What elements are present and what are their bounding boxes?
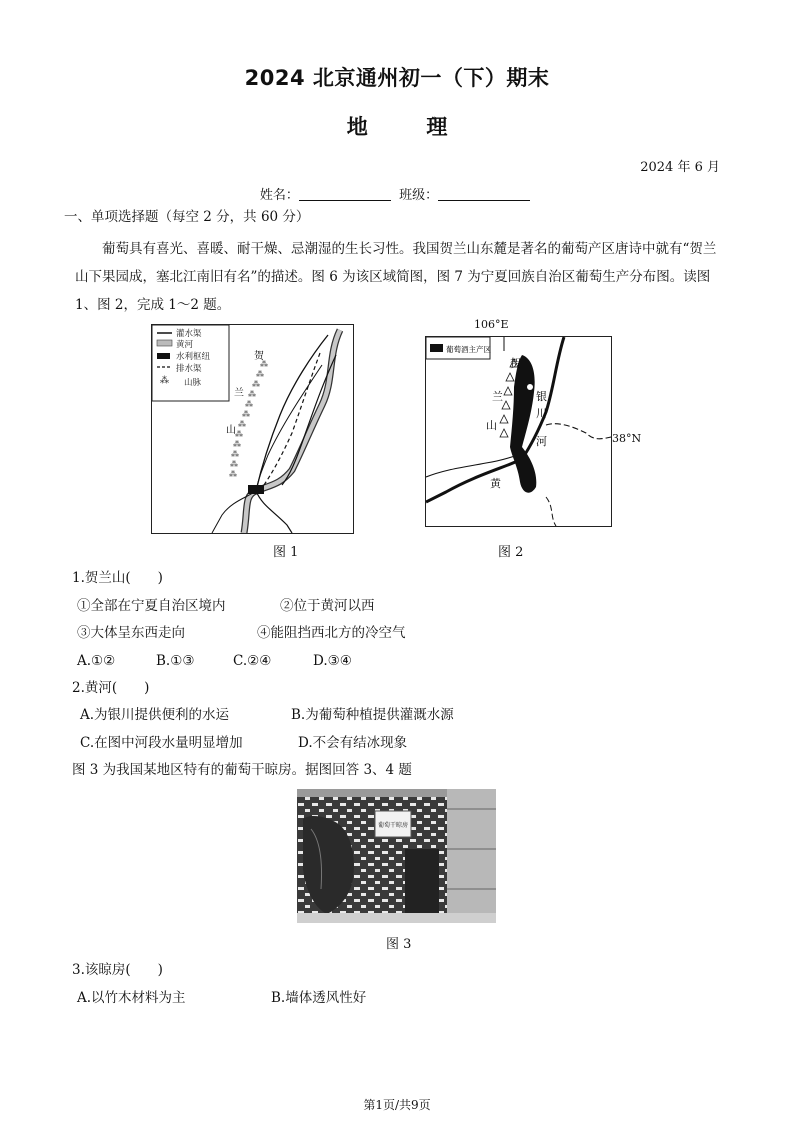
subject-char-2: 理 <box>426 115 448 139</box>
intro-paragraph: 葡萄具有喜光、喜暖、耐干燥、忌潮湿的生长习性。我国贺兰山东麓是著名的葡萄产区唐诗中就有“贺兰山下果园成，塞北江南旧有名”的描述。图 6 为该区域简图，图 7 为宁夏回族自治区葡萄生产分布图。读图 1、图 2，完成 1～2 题。 <box>75 241 717 313</box>
figure3-photo <box>297 789 496 923</box>
svg-text:⁂: ⁂ <box>260 360 268 369</box>
q2-option-b[interactable]: B.为葡萄种植提供灌溉水源 <box>291 707 454 723</box>
q1-item-3: ③大体呈东西走向 <box>77 625 185 641</box>
legend-mountain: 山脉 <box>184 378 202 388</box>
latitude-label: 38°N <box>612 432 642 445</box>
q2-stem: 2.黄河( ) <box>72 680 150 696</box>
document-title: 2024 北京通州初一（下）期末 <box>244 66 550 90</box>
province-boundary-south <box>546 497 556 526</box>
svg-text:⁂: ⁂ <box>238 420 246 429</box>
svg-text:⁂: ⁂ <box>233 440 241 449</box>
svg-text:⁂: ⁂ <box>252 380 260 389</box>
wine-region-legend-icon <box>430 344 443 352</box>
svg-text:⁂: ⁂ <box>235 430 243 439</box>
q1-option-b[interactable]: B.①③ <box>156 653 195 669</box>
mountain-legend-icon: ⁂ <box>160 376 169 386</box>
exam-date: 2024 年 6 月 <box>640 160 720 175</box>
fig2-label-yin: 银 <box>536 390 547 403</box>
mountain-symbols <box>229 360 268 479</box>
fig1-label-he: 贺 <box>254 351 264 362</box>
q2-option-d[interactable]: D.不会有结冰现象 <box>298 735 408 751</box>
canal-east <box>282 355 336 485</box>
svg-text:⁂: ⁂ <box>231 450 239 459</box>
longitude-label: 106°E <box>474 318 509 331</box>
figure1-caption: 图 1 <box>273 545 299 560</box>
fig2-label-river: 河 <box>536 435 547 448</box>
subject-char-1: 地 <box>346 115 368 139</box>
section-heading: 一、单项选择题（每空 2 分，共 60 分） <box>64 209 310 225</box>
river-legend-icon <box>157 340 172 346</box>
legend-canal: 灌水渠 <box>176 329 202 339</box>
figure3-caption: 图 3 <box>386 937 412 952</box>
fig2-label-lan: 兰 <box>492 390 503 403</box>
fig3-intro: 图 3 为我国某地区特有的葡萄干晾房。据图回答 3、4 题 <box>72 762 412 778</box>
q1-item-4: ④能阻挡西北方的冷空气 <box>257 625 406 641</box>
q1-item-1: ①全部在宁夏自治区境内 <box>77 598 226 614</box>
q2-option-a[interactable]: A.为银川提供便利的水运 <box>80 707 230 723</box>
yinchuan-city-dot <box>527 384 533 390</box>
class-blank[interactable] <box>438 188 530 201</box>
svg-text:⁂: ⁂ <box>242 410 250 419</box>
fig2-label-chuan: 川 <box>536 407 547 420</box>
q1-option-c[interactable]: C.②④ <box>233 653 272 669</box>
wine-region-area <box>510 355 536 493</box>
legend-drain: 排水渠 <box>176 364 202 374</box>
q3-stem: 3.该晾房( ) <box>72 962 163 978</box>
hydro-hub <box>248 485 264 494</box>
svg-text:⁂: ⁂ <box>245 400 253 409</box>
fig2-label-he: 贺 <box>510 357 521 370</box>
legend-river: 黄河 <box>176 340 194 350</box>
ground <box>297 913 496 923</box>
svg-text:⁂: ⁂ <box>256 370 264 379</box>
q1-stem: 1.贺兰山( ) <box>72 570 163 586</box>
svg-text:⁂: ⁂ <box>248 390 256 399</box>
q3-option-a[interactable]: A.以竹木材料为主 <box>77 990 186 1006</box>
name-class-line <box>0 184 794 203</box>
canal-south <box>256 491 292 533</box>
legend-hydro: 水利枢纽 <box>176 352 211 362</box>
name-label: 姓名： <box>259 188 299 203</box>
fig1-label-shan: 山 <box>226 425 236 436</box>
fig2-label-huang: 黄 <box>490 477 501 490</box>
hydro-legend-icon <box>157 353 170 359</box>
fig1-label-lan: 兰 <box>234 388 244 399</box>
class-label: 班级： <box>399 188 439 203</box>
svg-text:⁂: ⁂ <box>230 460 238 469</box>
q1-option-a[interactable]: A.①② <box>77 653 116 669</box>
q1-option-d[interactable]: D.③④ <box>313 653 352 669</box>
fig2-label-shan: 山 <box>486 419 497 432</box>
sign-text: 葡萄干晾房 <box>378 822 409 829</box>
figure2-map <box>425 336 612 527</box>
legend-wine-region: 葡萄酒主产区 <box>446 345 491 354</box>
q3-option-b[interactable]: B.墙体透风性好 <box>271 990 367 1006</box>
subject-heading <box>0 111 794 141</box>
doorway <box>405 849 439 923</box>
page-number: 第1页/共9页 <box>363 1098 431 1112</box>
figure2-caption: 图 2 <box>498 545 524 560</box>
svg-text:⁂: ⁂ <box>229 470 237 479</box>
province-boundary-east <box>546 424 611 439</box>
q2-option-c[interactable]: C.在图中河段水量明显增加 <box>80 735 243 751</box>
name-blank[interactable] <box>299 188 391 201</box>
figure1-map <box>151 324 354 534</box>
q1-item-2: ②位于黄河以西 <box>280 598 375 614</box>
